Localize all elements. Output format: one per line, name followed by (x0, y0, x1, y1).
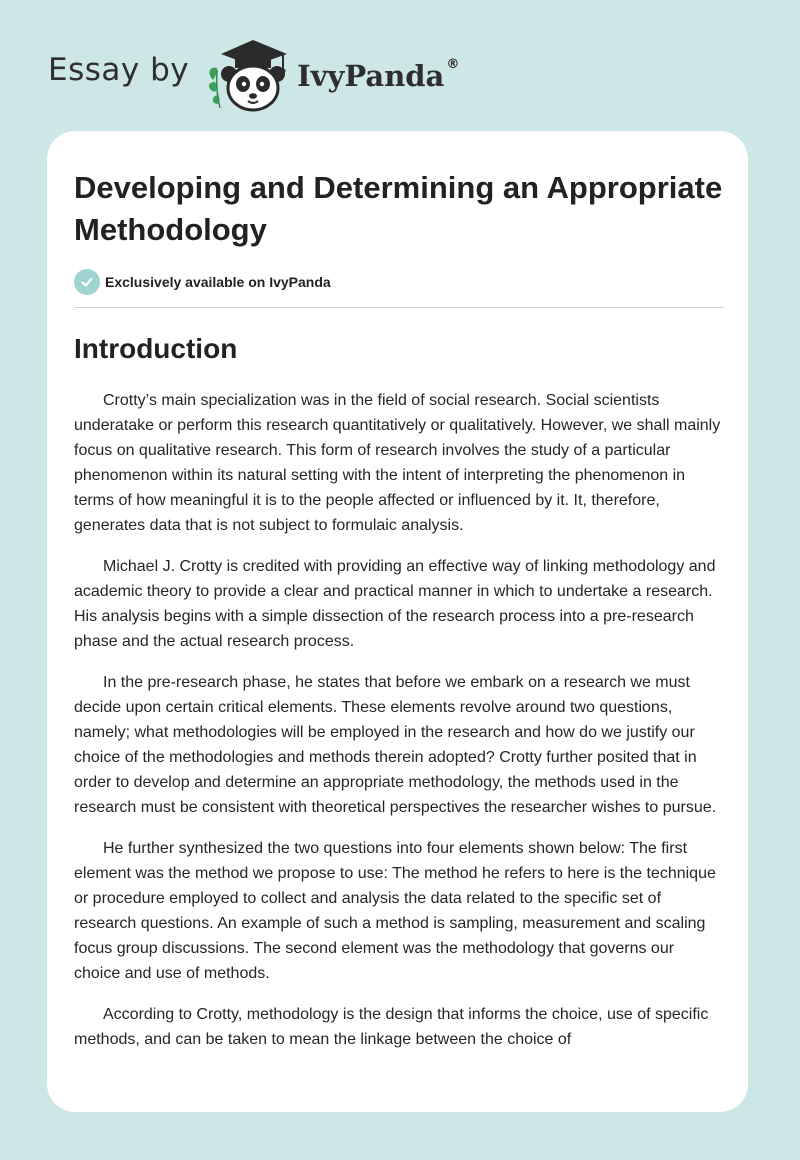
divider (74, 307, 724, 308)
ivypanda-brand[interactable] (297, 59, 459, 93)
essay-by-label: Essay by (48, 52, 190, 88)
paragraph: He further synthesized the two questions into four elements shown below: The first element was the method we propose to use: The method he refers to here is the technique or procedure employed to collect and analysis the data related to the specific set of research questions. An example of such a method is sampling, measurement and scaling focus group discussions. The second element was the methodology that governs our choice and use of methods. (74, 840, 716, 982)
section-heading-introduction: Introduction (74, 333, 238, 364)
essay-card (47, 131, 748, 1112)
exclusive-badge (74, 269, 724, 295)
essay-content (74, 167, 724, 1068)
essay-title: Developing and Determining an Appropriate Methodology (74, 170, 723, 247)
paragraph: Michael J. Crotty is credited with providing an effective way of linking methodology and academic theory to provide a clear and practical manner in which to undertake a research. His analysis begins with a simple dissection of the research process into a pre-research phase and the actual research process. (74, 558, 716, 650)
brand-name: IvyPanda (297, 59, 445, 93)
paragraph: Crotty’s main specialization was in the field of social research. Social scientists underatake or perform this research quantitatively or qualitatively. However, we shall mainly focus on qualitative research. This form of research involves the study of a particular phenomenon within its natural setting with the intent of interpreting the phenomenon in terms of how meaningful it is to the people affected or influenced by it. It, therefore, generates data that is not subject to formulaic analysis. (74, 392, 721, 534)
checkmark-icon (74, 269, 100, 295)
ivypanda-logo-icon[interactable] (203, 34, 295, 114)
exclusive-badge-label: Exclusively available on IvyPanda (105, 274, 331, 290)
paragraph: In the pre-research phase, he states that before we embark on a research we must decide upon certain critical elements. These elements revolve around two questions, namely; what methodologies will be employed in the research and how do we justify our choice of the methodologies and methods therein adopted? Crotty further posited that in order to develop and determine an appropriate methodology, the methods used in the research must be consistent with theoretical perspectives the researcher wishes to pursue. (74, 674, 717, 816)
site-header (48, 34, 459, 114)
registered-mark: ® (446, 57, 460, 72)
paragraph: According to Crotty, methodology is the design that informs the choice, use of specific methods, and can be taken to mean the linkage between the choice of (74, 1006, 709, 1048)
